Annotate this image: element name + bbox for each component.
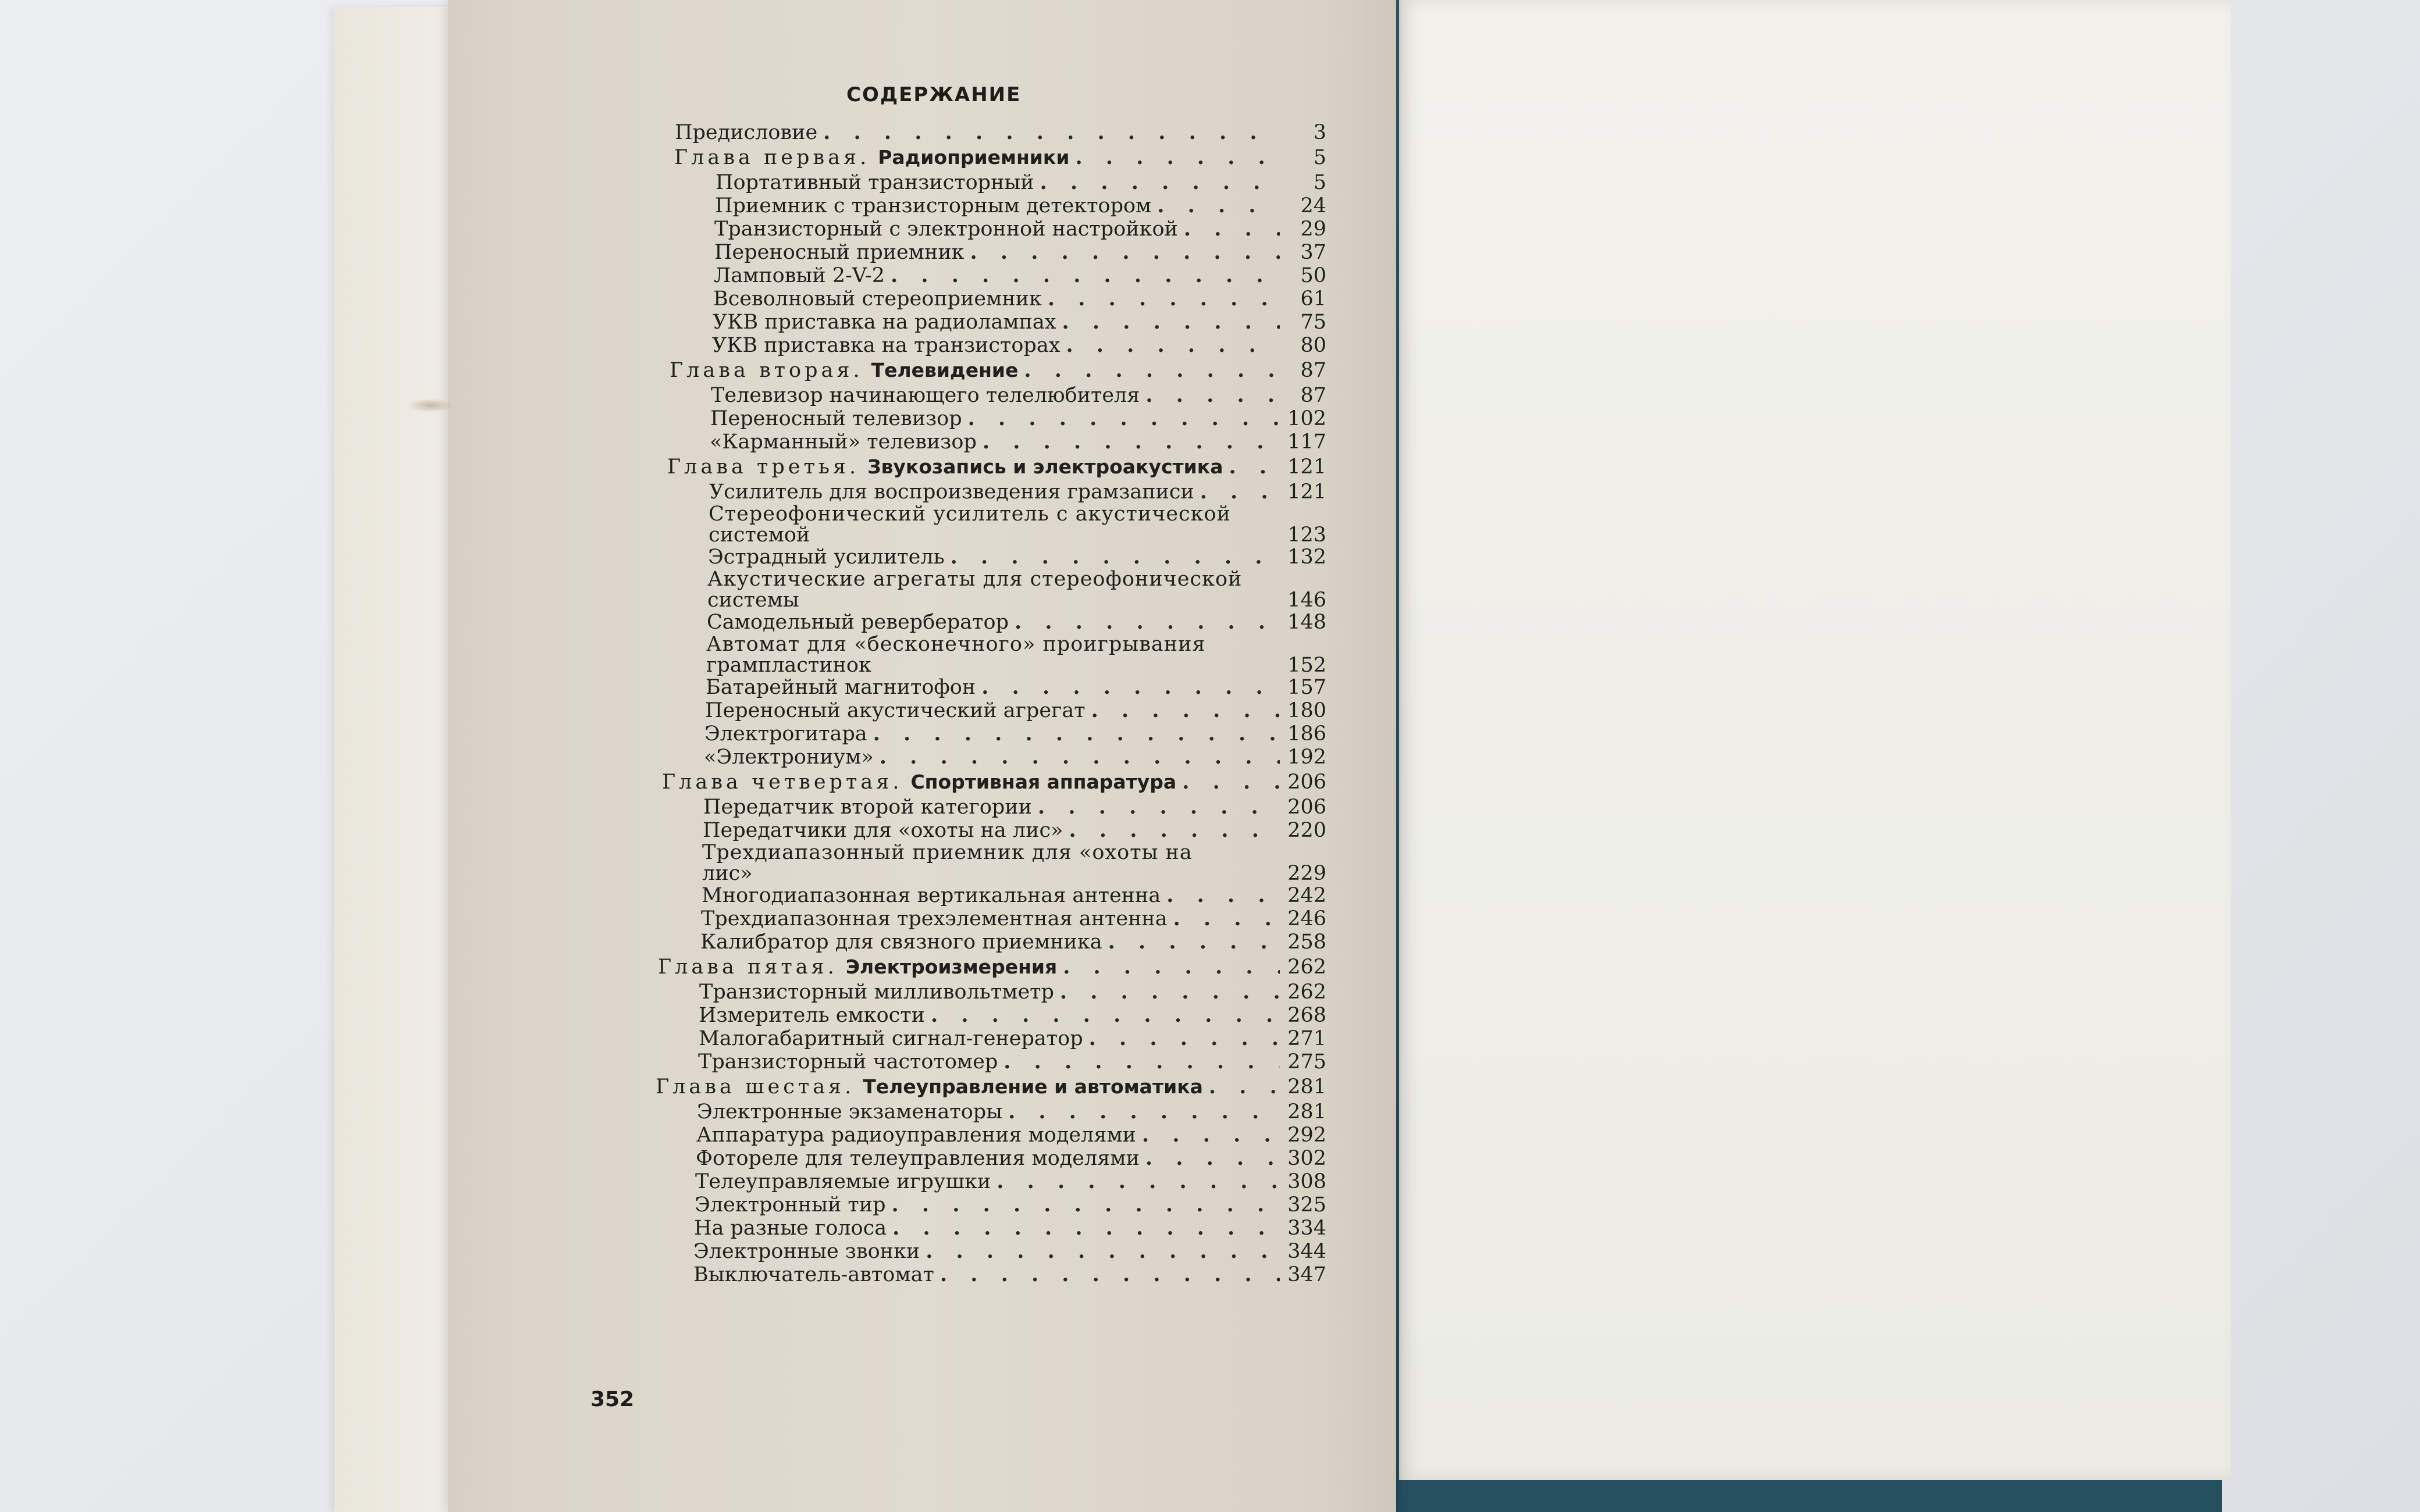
dot-leader — [1048, 287, 1280, 311]
entry-title-line1: Автомат для «бесконечного» проигрывания — [706, 633, 1206, 656]
entry-title: Приемник с транзисторным детектором — [715, 194, 1152, 217]
dot-leader — [1200, 480, 1280, 504]
entry-title: Электронный тир — [695, 1193, 886, 1217]
entry-title: Самодельный ревербератор — [707, 611, 1009, 634]
page-ref: 262 — [1287, 955, 1326, 979]
page-ref: 206 — [1287, 771, 1326, 794]
page-ref: 37 — [1300, 241, 1326, 264]
entry-title: Выключатель-автомат — [693, 1263, 934, 1286]
toc-entry-row — [711, 384, 1326, 407]
entry-title: Малогабаритный сигнал-генератор — [699, 1027, 1083, 1050]
toc-entry-row — [709, 480, 1326, 504]
entry-title: Портативный транзисторный — [716, 171, 1034, 194]
page-ref: 50 — [1300, 264, 1326, 287]
dot-leader — [1075, 144, 1280, 171]
entry-title: Эстрадный усилитель — [708, 545, 945, 569]
dot-leader — [1008, 1100, 1280, 1124]
dot-leader — [892, 1217, 1280, 1240]
entry-title-line1: Трехдиапазонный приемник для «охоты на — [702, 841, 1193, 864]
entry-title: «Карманный» телевизор — [710, 430, 977, 454]
entry-title-line2: системой — [709, 523, 810, 547]
page-ref: 117 — [1287, 430, 1326, 454]
entry-title-line2: лис» — [702, 862, 753, 885]
page-ref: 308 — [1287, 1170, 1326, 1193]
toc-entry-row — [708, 545, 1326, 569]
entry-title: Передатчик второй категории — [703, 796, 1032, 819]
chapter-label: Глава пятая. — [658, 955, 838, 979]
page-ref: 334 — [1287, 1217, 1326, 1240]
page-ref: 262 — [1287, 980, 1326, 1004]
entry-title: Электронные экзаменаторы — [697, 1100, 1003, 1124]
toc-chapter-row — [674, 144, 1326, 171]
entry-title-line1: Акустические агрегаты для стереофонической — [707, 568, 1243, 591]
page-ref: 206 — [1287, 796, 1326, 819]
toc-entry-row — [701, 907, 1326, 930]
entry-title-line2: системы — [707, 589, 799, 612]
page-ref: 242 — [1287, 884, 1326, 907]
toc-entry-row — [713, 311, 1326, 334]
toc-entry-row — [699, 980, 1326, 1004]
page-ref: 347 — [1287, 1263, 1326, 1286]
entry-title: Телевизор начинающего телелюбителя — [711, 384, 1140, 407]
toc-entry-row — [699, 1004, 1326, 1027]
toc-entry-row — [695, 1193, 1326, 1217]
chapter-label: Глава шестая. — [656, 1075, 855, 1099]
page-number: 352 — [590, 1388, 635, 1411]
dot-leader — [1184, 217, 1280, 241]
page-ref: 61 — [1300, 287, 1326, 311]
toc-chapter-row — [667, 454, 1326, 480]
toc-entry-row — [693, 1240, 1326, 1263]
page-ref: 146 — [1287, 589, 1326, 612]
toc-entry-row — [714, 217, 1326, 241]
toc-entry-row — [696, 1147, 1326, 1170]
entry-title: Переносный телевизор — [710, 407, 962, 430]
dot-leader — [1024, 357, 1280, 384]
toc-entry-row — [710, 407, 1326, 430]
dot-leader — [880, 746, 1280, 769]
page-ref: 132 — [1287, 545, 1326, 569]
dot-leader — [1040, 171, 1280, 194]
dot-leader — [1166, 884, 1280, 907]
dot-leader — [891, 264, 1280, 287]
toc-chapter-row — [656, 1074, 1326, 1100]
toc-entry-row — [699, 1027, 1326, 1050]
toc-entry-row — [715, 194, 1326, 217]
entry-title: Фотореле для телеуправления моделями — [696, 1147, 1140, 1170]
entry-title: Калибратор для связного приемника — [700, 930, 1102, 954]
chapter-name: Телеуправление и автоматика — [863, 1075, 1203, 1098]
page-ref: 148 — [1287, 611, 1326, 634]
page-ref: 123 — [1287, 523, 1326, 547]
toc-entry-row — [716, 171, 1326, 194]
chapter-name: Телевидение — [871, 359, 1019, 381]
page-ref: 268 — [1287, 1004, 1326, 1027]
dot-leader — [951, 545, 1280, 569]
toc-entry-row — [706, 676, 1326, 699]
page-ref: 102 — [1287, 407, 1326, 430]
page-ref: 121 — [1287, 455, 1326, 479]
dot-leader — [1063, 954, 1280, 980]
entry-title: На разные голоса — [694, 1217, 887, 1240]
entry-title: Всеволновый стереоприемник — [713, 287, 1042, 311]
toc-entry-row — [714, 264, 1326, 287]
toc-entry-row — [675, 121, 1326, 144]
entry-title: Переносный акустический агрегат — [705, 699, 1086, 722]
dot-leader — [1209, 1074, 1280, 1100]
toc-entry-row — [697, 1100, 1326, 1124]
page-ref: 325 — [1287, 1193, 1326, 1217]
page-ref: 220 — [1287, 819, 1326, 842]
page-ref: 281 — [1287, 1100, 1326, 1124]
dot-leader — [968, 407, 1280, 430]
entry-title: Переносный приемник — [714, 241, 965, 264]
dot-leader — [981, 676, 1280, 699]
entry-title-line2: грампластинок — [706, 654, 871, 677]
page-ref: 5 — [1313, 146, 1326, 169]
toc-entry-row — [709, 504, 1326, 545]
toc-entry-row — [702, 884, 1326, 907]
chapter-label: Глава первая. — [674, 146, 870, 169]
entry-title: Электронные звонки — [693, 1240, 920, 1263]
entry-title: Передатчики для «охоты на лис» — [703, 819, 1063, 842]
entry-title: Ламповый 2-V-2 — [714, 264, 885, 287]
entry-title: Аппаратура радиоуправления моделями — [696, 1124, 1137, 1147]
page-ref: 24 — [1300, 194, 1326, 217]
chapter-label: Глава четвертая. — [662, 771, 903, 794]
toc-chapter-row — [658, 954, 1326, 980]
dot-leader — [1015, 611, 1280, 634]
chapter-name: Звукозапись и электроакустика — [867, 455, 1223, 478]
page-ref: 3 — [1313, 121, 1326, 144]
entry-title: Усилитель для воспроизведения грамзаписи — [709, 480, 1194, 504]
page-ref: 5 — [1313, 171, 1326, 194]
toc-entry-row — [705, 699, 1326, 722]
dot-leader — [997, 1170, 1280, 1193]
dot-leader — [1038, 796, 1280, 819]
toc-entry-row — [714, 241, 1326, 264]
entry-title: Предисловие — [675, 121, 818, 144]
page-ref: 80 — [1300, 334, 1326, 357]
page-ref: 192 — [1287, 746, 1326, 769]
entry-title: Батарейный магнитофон — [706, 676, 976, 699]
entry-title: Многодиапазонная вертикальная антенна — [702, 884, 1161, 907]
paper-stain — [407, 398, 454, 412]
entry-title: «Электрониум» — [704, 746, 874, 769]
page-ref: 344 — [1287, 1240, 1326, 1263]
toc-entry-row — [698, 1050, 1326, 1074]
dot-leader — [1091, 699, 1280, 722]
dot-leader — [970, 241, 1280, 264]
toc-entry-row — [704, 746, 1326, 769]
entry-title: Электрогитара — [704, 722, 867, 746]
page-ref: 29 — [1300, 217, 1326, 241]
dot-leader — [926, 1240, 1280, 1263]
toc-chapter-row — [670, 357, 1326, 384]
dot-leader — [1062, 311, 1280, 334]
page-ref: 121 — [1287, 480, 1326, 504]
toc-chapter-row — [662, 769, 1326, 796]
page-ref: 246 — [1287, 907, 1326, 930]
entry-title: Транзисторный милливольтметр — [699, 980, 1054, 1004]
dot-leader — [823, 121, 1280, 144]
toc-entry-row — [694, 1217, 1326, 1240]
page-ref: 75 — [1300, 311, 1326, 334]
toc-entry-row — [693, 1263, 1326, 1286]
toc-entry-row — [713, 287, 1326, 311]
page-ref: 157 — [1287, 676, 1326, 699]
entry-title: Транзисторный частотомер — [698, 1050, 998, 1074]
entry-title: Трехдиапазонная трехэлементная антенна — [701, 907, 1168, 930]
dot-leader — [892, 1193, 1280, 1217]
dot-leader — [1069, 819, 1280, 842]
page-ref: 87 — [1300, 384, 1326, 407]
page-ref: 292 — [1287, 1124, 1326, 1147]
toc-entry-row — [707, 569, 1326, 611]
dot-leader — [873, 722, 1280, 746]
dot-leader — [1229, 454, 1280, 480]
entry-title: УКВ приставка на транзисторах — [712, 334, 1060, 357]
toc-entry-row — [707, 611, 1326, 634]
page-ref: 152 — [1287, 654, 1326, 677]
entry-title: УКВ приставка на радиолампах — [713, 311, 1056, 334]
entry-title-line1: Стереофонический усилитель с акустической — [709, 502, 1231, 526]
page-ref: 180 — [1287, 699, 1326, 722]
chapter-label: Глава третья. — [667, 455, 860, 479]
toc-entry-row — [704, 722, 1326, 746]
toc-entry-row — [703, 819, 1326, 842]
toc-entry-row — [700, 930, 1326, 954]
toc-entry-row — [710, 430, 1326, 454]
chapter-name: Электроизмерения — [845, 955, 1058, 978]
page-ref: 258 — [1287, 930, 1326, 954]
toc-entry-row — [696, 1124, 1326, 1147]
toc-entry-row — [703, 796, 1326, 819]
chapter-name: Спортивная аппаратура — [910, 771, 1177, 793]
dot-leader — [1145, 384, 1280, 407]
table-of-contents — [656, 121, 1326, 1286]
page-ref: 186 — [1287, 722, 1326, 746]
dot-leader — [1142, 1124, 1280, 1147]
dot-leader — [931, 1004, 1280, 1027]
dot-leader — [1182, 769, 1280, 796]
page-ref: 281 — [1287, 1075, 1326, 1099]
entry-title: Измеритель емкости — [699, 1004, 925, 1027]
entry-title: Транзисторный с электронной настройкой — [714, 217, 1178, 241]
page-ref: 275 — [1287, 1050, 1326, 1074]
toc-entry-row — [695, 1170, 1326, 1193]
dot-leader — [1003, 1050, 1280, 1074]
chapter-label: Глава вторая. — [670, 359, 863, 382]
dot-leader — [1060, 980, 1280, 1004]
dot-leader — [940, 1263, 1280, 1286]
dot-leader — [1066, 334, 1280, 357]
page-title: СОДЕРЖАНИЕ — [846, 83, 1022, 106]
toc-entry-row — [706, 634, 1326, 676]
page-ref: 302 — [1287, 1147, 1326, 1170]
dot-leader — [983, 430, 1280, 454]
endpaper-page — [1399, 0, 2231, 1480]
page-ref: 87 — [1300, 359, 1326, 382]
page-ref: 271 — [1287, 1027, 1326, 1050]
dot-leader — [1089, 1027, 1280, 1050]
dot-leader — [1157, 194, 1280, 217]
entry-title: Телеуправляемые игрушки — [695, 1170, 991, 1193]
dot-leader — [1145, 1147, 1280, 1170]
dot-leader — [1173, 907, 1280, 930]
chapter-name: Радиоприемники — [878, 146, 1070, 169]
toc-entry-row — [702, 842, 1326, 884]
toc-entry-row — [712, 334, 1326, 357]
dot-leader — [1108, 930, 1280, 954]
page-ref: 229 — [1287, 862, 1326, 885]
